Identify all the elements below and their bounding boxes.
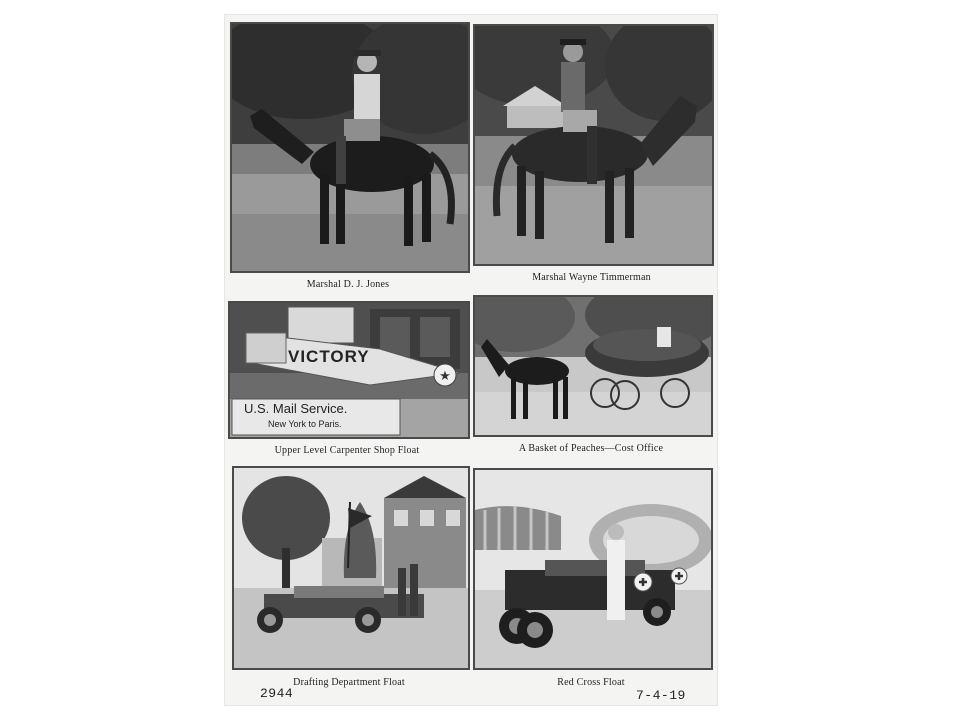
page-number-stamp: 2944 [260, 686, 294, 701]
airplane-float-image [230, 303, 468, 437]
photo-red-cross-float [473, 468, 713, 670]
photo-marshal-jones [230, 22, 470, 273]
svg-text:★: ★ [439, 368, 451, 383]
photo-basket-of-peaches [473, 295, 713, 437]
photo-marshal-timmerman [473, 24, 714, 266]
photo-carpenter-shop-float [228, 301, 470, 439]
horse-rider-image [232, 24, 468, 271]
car-float-image [234, 468, 468, 668]
caption-red-cross-float: Red Cross Float [557, 677, 625, 688]
sign-route: New York to Paris. [268, 419, 342, 429]
horse-wagon-image [475, 297, 711, 435]
car-float-image [475, 470, 711, 668]
photo-drafting-department-float [232, 466, 470, 670]
caption-marshal-jones: Marshal D. J. Jones [306, 279, 390, 290]
date-stamp: 7-4-19 [636, 688, 686, 703]
archive-page [224, 14, 718, 706]
horse-rider-image [475, 26, 712, 264]
caption-marshal-timmerman: Marshal Wayne Timmerman [532, 272, 651, 283]
sign-mail-service: U.S. Mail Service. [244, 401, 348, 416]
sign-victory: VICTORY [288, 347, 370, 366]
caption-drafting-department-float: Drafting Department Float [293, 677, 405, 688]
caption-basket-of-peaches: A Basket of Peaches—Cost Office [518, 443, 664, 454]
caption-carpenter-shop-float: Upper Level Carpenter Shop Float [274, 445, 420, 456]
